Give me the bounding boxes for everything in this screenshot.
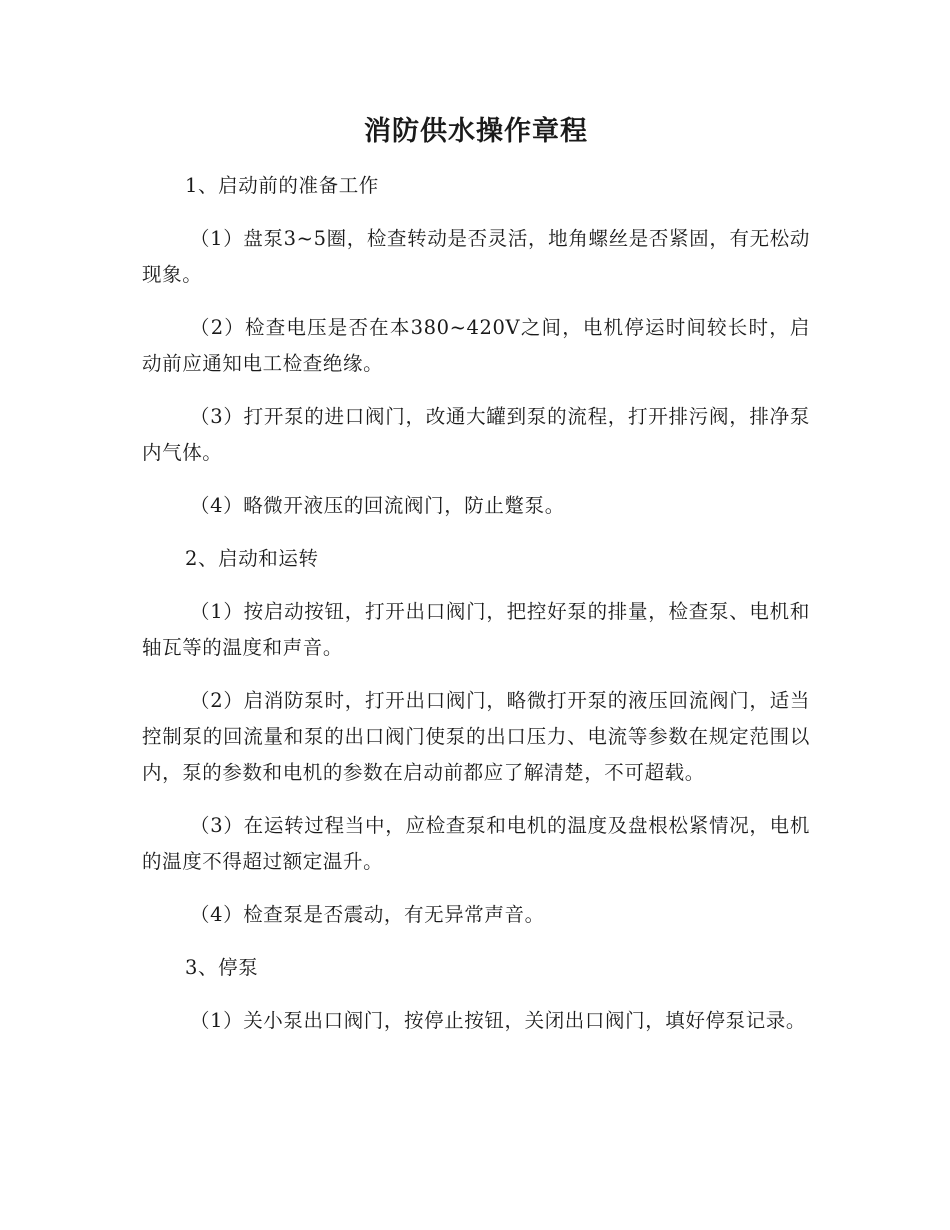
paragraph-1-3: （3）打开泵的进口阀门，改通大罐到泵的流程，打开排污阀，排净泵内气体。 <box>142 405 810 464</box>
paragraph-3-1: （1）关小泵出口阀门，按停止按钮，关闭出口阀门，填好停泵记录。 <box>190 1009 807 1032</box>
paragraph-1-1: （1）盘泵3~5圈，检查转动是否灵活，地角螺丝是否紧固，有无松动现象。 <box>142 227 810 286</box>
section-heading-3: 3、停泵 <box>185 956 259 979</box>
paragraph-2-3: （3）在运转过程当中，应检查泵和电机的温度及盘根松紧情况，电机的温度不得超过额定温升。 <box>142 814 810 873</box>
document-title: 消防供水操作章程 <box>364 116 588 147</box>
paragraph-1-4: （4）略微开液压的回流阀门，防止蹩泵。 <box>190 494 565 517</box>
section-heading-2: 2、启动和运转 <box>185 547 319 570</box>
paragraph-2-2: （2）启消防泵时，打开出口阀门，略微打开泵的液压回流阀门，适当控制泵的回流量和泵的出口阀门使泵的出口压力、电流等参数在规定范围以内，泵的参数和电机的参数在启动前都应了解清楚，不可超载。 <box>142 689 810 784</box>
document-body <box>142 168 810 1039</box>
paragraph-1-2: （2）检查电压是否在本380~420V之间，电机停运时间较长时，启动前应通知电工检查绝缘。 <box>142 316 810 375</box>
paragraph-2-4: （4）检查泵是否震动，有无异常声音。 <box>190 903 545 926</box>
document-page <box>142 108 810 1056</box>
section-heading-1: 1、启动前的准备工作 <box>185 174 379 197</box>
paragraph-2-1: （1）按启动按钮，打开出口阀门，把控好泵的排量，检查泵、电机和轴瓦等的温度和声音。 <box>142 600 810 659</box>
